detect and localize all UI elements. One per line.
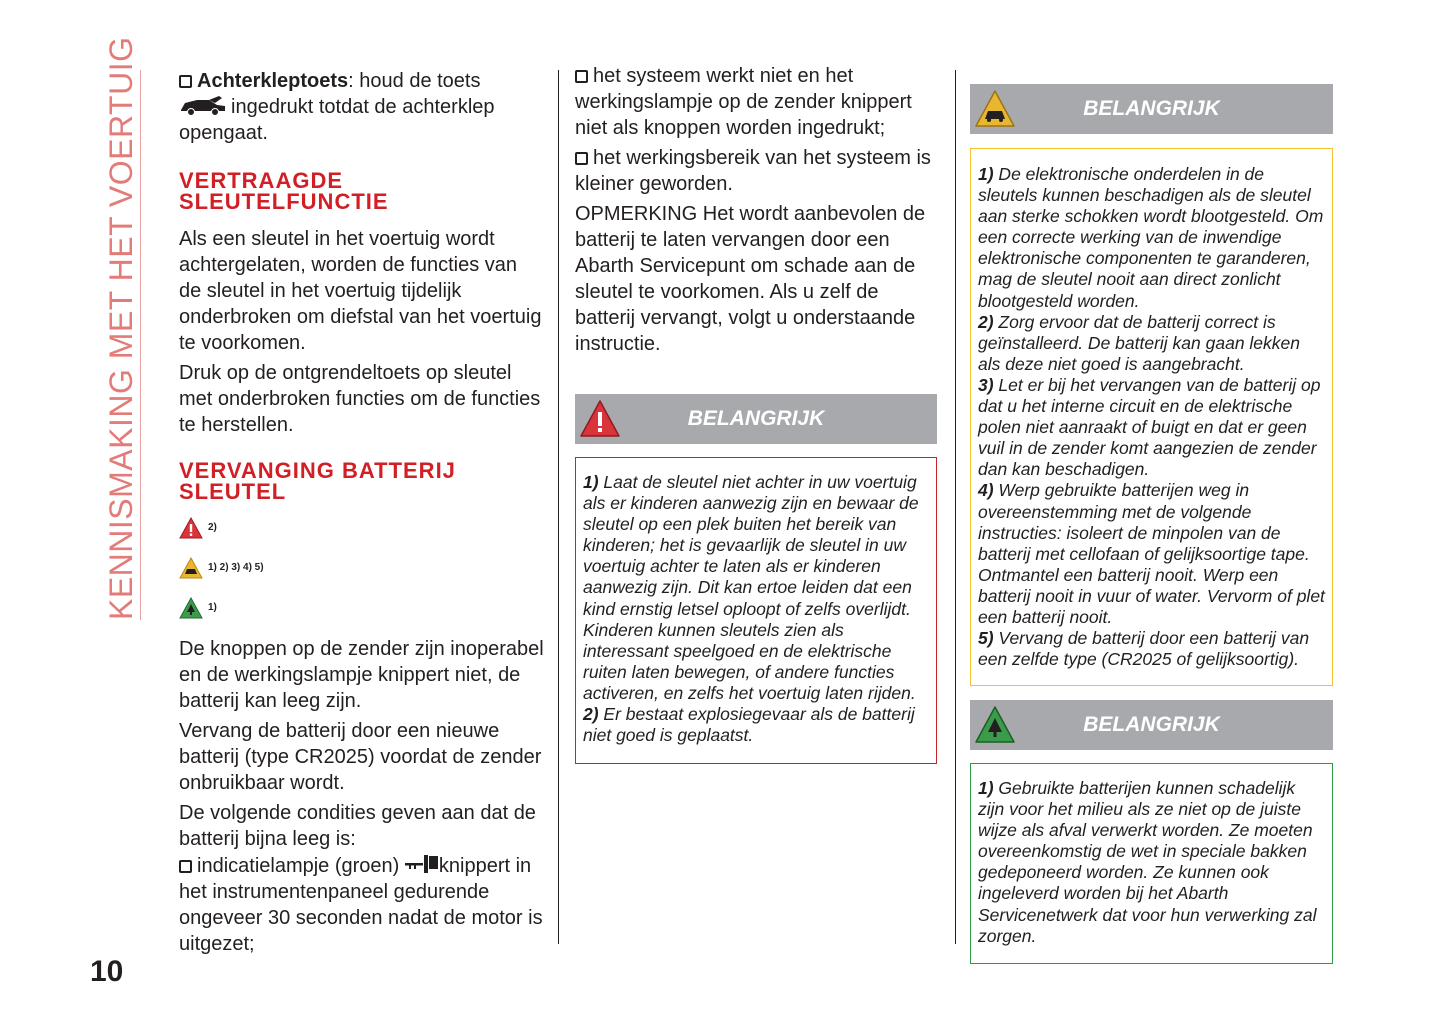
important-label: BELANGRIJK — [1083, 97, 1220, 120]
box-item — [978, 312, 1326, 375]
box-item-text: Er bestaat explosiegevaar als de batterij niet goed is geplaatst. — [583, 704, 915, 746]
box-item-text: De elektronische onderdelen in de sleutels kunnen beschadigen als de sleutel aan sterke schokken wordt blootgesteld. Om een correcte werking van de inwendige elektronische componenten te garanderen, mag de sleutel nooit aan direct zonlicht blootgesteld worden. — [978, 164, 1324, 311]
ref-caution-text: 1) 2) 3) 4) 5) — [208, 562, 264, 573]
box-item-number: 4) — [978, 480, 994, 501]
bullet-range — [575, 145, 937, 197]
box-item-number: 1) — [978, 164, 994, 184]
heading-delayed-line1: VERTRAAGDE — [179, 168, 344, 193]
indicator-text-c: in het instrumentenpaneel gedurende ongeveer 30 seconden nadat de motor is uitgezet; — [179, 855, 543, 955]
heading-battery-line1: VERVANGING BATTERIJ — [179, 458, 456, 483]
indicator-text-b: knippert — [438, 855, 511, 877]
important-bar-danger — [575, 394, 937, 444]
tailgate-text-c: opengaat. — [179, 122, 268, 144]
box-item-text: Vervang de batterij door een batterij van een zelfde type (CR2025 of gelijksoortig). — [978, 628, 1310, 670]
box-item — [978, 778, 1326, 947]
para-unlock: Druk op de ontgrendeltoets op sleutel met onderbroken functies om de functies te herstellen. — [179, 362, 541, 436]
important-bar-caution — [970, 84, 1333, 134]
column-2 — [575, 63, 937, 361]
car-tailgate-icon — [179, 94, 227, 116]
box-item — [978, 628, 1326, 670]
checkbox-bullet-icon — [575, 70, 588, 83]
important-box-environment — [970, 763, 1333, 964]
important-box-danger — [575, 457, 937, 764]
checkbox-bullet-icon — [179, 75, 192, 88]
box-item-number: 1) — [583, 472, 599, 492]
box-item — [978, 375, 1326, 480]
box-item-text: Laat de sleutel niet achter in uw voertuig als er kinderen aanwezig zijn en bewaar de sleutel op een plek buiten het bereik van kinderen; het is gevaarlijk de sleutel in uw voertuig achter te laten als er kinderen aanwezig zijn. Dit kan ertoe leiden dat een kind ernstig letsel oploopt of zelfs overlijdt. Kinderen kunnen sleutels zien als interessant speelgoed en de elektrische ruiten laten bewegen, of andere functies activeren, en zelfs het voertuig laten rijden. — [583, 472, 919, 703]
para-replace: Vervang de batterij door een nieuwe batterij (type CR2025) voordat de zender onbruikbaar wordt. — [179, 720, 542, 794]
heading-battery-replacement — [179, 460, 544, 502]
para-inoperable: De knoppen op de zender zijn inoperabel en de werkingslampje knippert niet, de batterij kan leeg zijn. — [179, 638, 544, 712]
checkbox-bullet-icon — [179, 860, 192, 873]
box-item-text: Let er bij het vervangen van de batterij op dat u het interne circuit en de elektrische polen niet aanraakt of buigt en dat er geen vuil in de zender komt aangezien de zender dan kan beschadigen. — [978, 374, 1321, 480]
box-item-text: Gebruikte batterijen kunnen schadelijk zijn voor het milieu als ze niet op de juiste wijze als afval verwerkt worden. Ze moeten overeenkomstig de wet in speciale bakken gedeponeerd worden. Ze kunnen ook ingeleverd worden bij het Abarth Servicenetwerk dat voor hun verwerking zal zorgen. — [978, 778, 1317, 946]
heading-battery-line2: SLEUTEL — [179, 479, 287, 504]
danger-warning-icon — [179, 517, 203, 539]
tailgate-text-b: ingedrukt totdat de achterklep — [231, 96, 495, 118]
warning-ref-caution — [179, 556, 544, 580]
tailgate-paragraph — [179, 68, 544, 146]
important-label: BELANGRIJK — [1083, 713, 1220, 736]
tailgate-text-a: : houd de toets — [348, 70, 481, 92]
box-item — [583, 472, 930, 704]
box-item-text: Werp gebruikte batterijen weg in overeenstemming met de volgende instructies: isoleert de minpolen van de batterij met cellofaan of gelijksoortige tape. Ontmantel een batterij nooit. Werp een batterij nooit in vuur of water. Vervorm of plet een batterij nooit. — [978, 480, 1325, 627]
box-item — [583, 704, 930, 746]
conditions-text: De volgende condities geven aan dat de batterij bijna leeg is: — [179, 802, 536, 850]
box-item — [978, 164, 1326, 312]
key-battery-indicator-icon — [405, 852, 439, 874]
bullet-system-text: het systeem werkt niet en het werkingslampje op de zender knippert niet als knoppen worden ingedrukt; — [575, 65, 912, 139]
warning-ref-environment — [179, 596, 544, 620]
important-bar-environment — [970, 700, 1333, 750]
note-paragraph: OPMERKING Het wordt aanbevolen de batterij te laten vervangen door een Abarth Servicepunt om schade aan de sleutel te voorkomen. Als u zelf de batterij vervangt, volgt u onderstaande instructie. — [575, 203, 926, 355]
chapter-title: KENNISMAKING MET HET VOERTUIG — [103, 36, 139, 620]
ref-environment-text: 1) — [208, 602, 217, 613]
bullet-range-text: het werkingsbereik van het systeem is kleiner geworden. — [575, 147, 931, 195]
box-item-number: 2) — [978, 311, 994, 332]
indicator-text-a: indicatielampje (groen) — [197, 855, 400, 877]
column-divider-2 — [955, 70, 956, 944]
tailgate-term: Achterkleptoets — [197, 70, 349, 92]
column-divider-1 — [558, 70, 559, 944]
para-left-key: Als een sleutel in het voertuig wordt achtergelaten, worden de functies van de sleutel in het voertuig tijdelijk onderbroken om diefstal van het voertuig te voorkomen. — [179, 228, 542, 354]
page-number: 10 — [90, 955, 124, 988]
heading-delayed-line2: SLEUTELFUNCTIE — [179, 189, 389, 214]
ref-danger-text: 2) — [208, 522, 217, 533]
chapter-rule — [140, 70, 141, 620]
box-item-number: 3) — [978, 374, 994, 395]
environment-tree-icon — [179, 597, 203, 619]
para-conditions — [179, 800, 544, 957]
box-item-number: 2) — [583, 704, 599, 725]
caution-car-icon — [179, 557, 203, 579]
important-label: BELANGRIJK — [687, 407, 825, 430]
important-box-caution — [970, 148, 1333, 686]
box-item-number: 1) — [978, 778, 994, 798]
checkbox-bullet-icon — [575, 152, 588, 165]
heading-delayed-key-function — [179, 170, 544, 212]
bullet-system — [575, 63, 937, 141]
column-1 — [179, 68, 544, 957]
box-item-text: Zorg ervoor dat de batterij correct is geïnstalleerd. De batterij kan gaan lekken als deze niet goed is aangebracht. — [978, 311, 1301, 374]
warning-ref-danger — [179, 516, 544, 540]
box-item-number: 5) — [978, 628, 994, 649]
box-item — [978, 480, 1326, 628]
